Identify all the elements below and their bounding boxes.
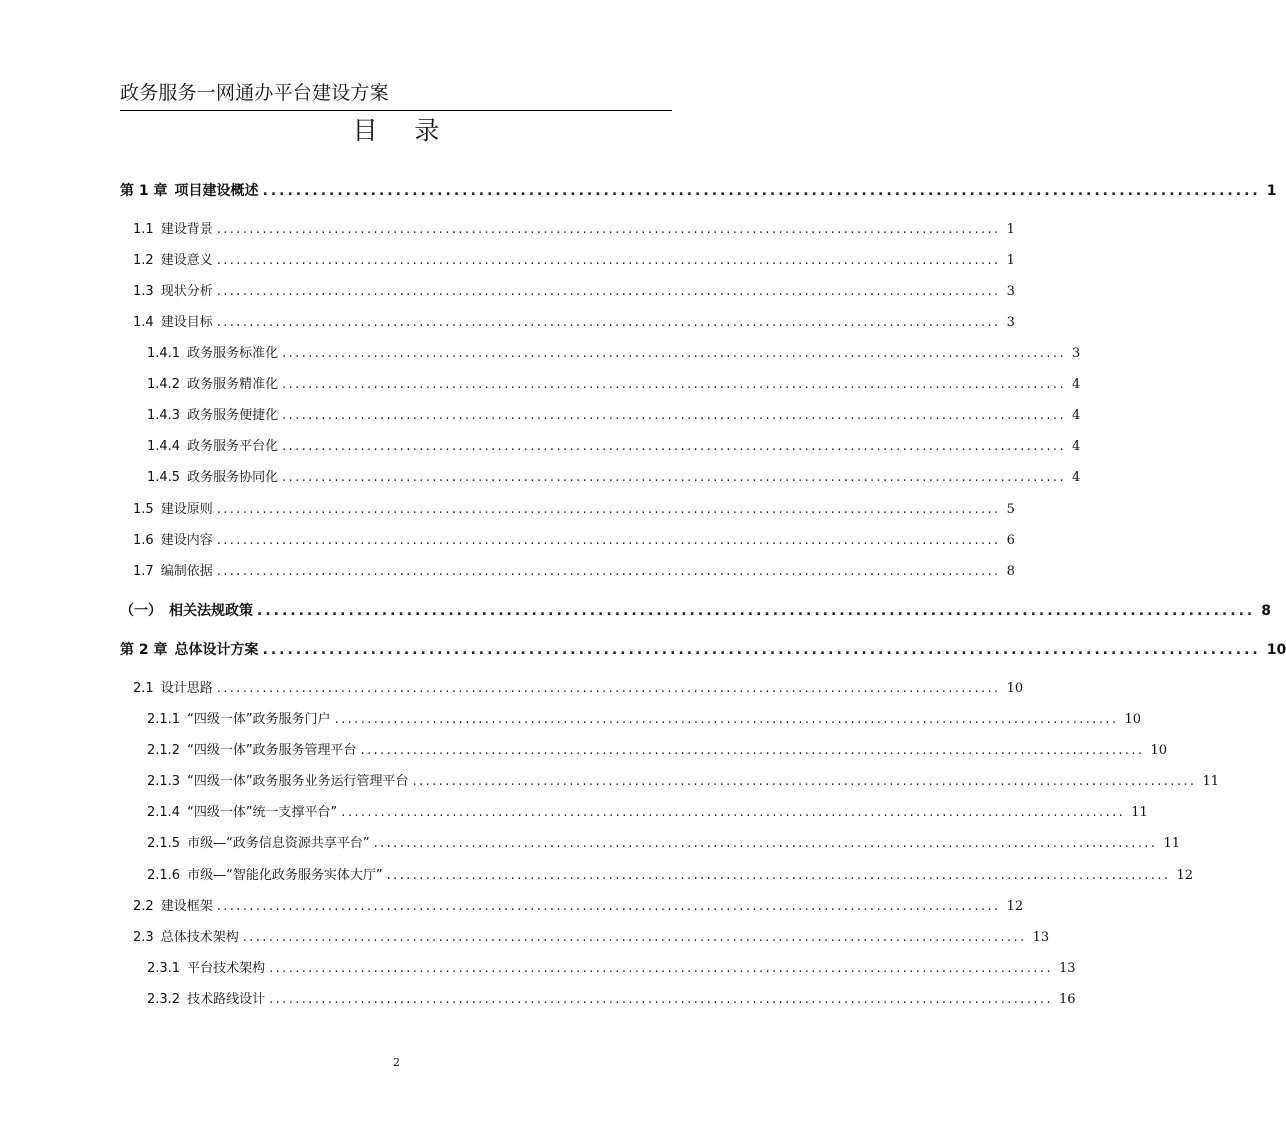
- toc-dot-leader: ........................................................................................................................: [216, 533, 1001, 548]
- toc-entry-page: 13: [1032, 930, 1050, 945]
- toc-entry-page: 4: [1071, 377, 1081, 392]
- toc-entry-page: 1: [1006, 222, 1015, 237]
- toc-dot-leader: ........................................................................................................................: [412, 774, 1197, 789]
- document-title: 政务服务一网通办平台建设方案: [120, 82, 389, 104]
- toc-entry-title: 市级—“智能化政务服务实体大厅”: [187, 868, 383, 883]
- toc-entry[interactable]: [147, 864, 1193, 888]
- toc-entry-number: 2.1.3: [147, 774, 181, 789]
- toc-dot-leader: ........................................................................................................................: [360, 743, 1145, 758]
- toc-entry-title: 编制依据: [160, 564, 213, 579]
- toc-entry-number: 1.4.4: [147, 439, 181, 454]
- toc-entry[interactable]: [147, 957, 1076, 981]
- toc-dot-leader: ........................................................................................................................: [216, 222, 1001, 237]
- toc-heading: 目 录: [352, 116, 441, 145]
- toc-entry-page: 4: [1071, 470, 1081, 485]
- page-number: 2: [393, 1056, 400, 1069]
- toc-entry[interactable]: [147, 435, 1081, 459]
- toc-dot-leader: ........................................................................................................................: [282, 346, 1066, 361]
- toc-entry-page: 10: [1266, 642, 1286, 658]
- toc-entry-number: 2.2: [133, 899, 154, 914]
- toc-entry-title: 总体设计方案: [174, 642, 259, 658]
- toc-entry-title: 政务服务协同化: [187, 470, 279, 485]
- toc-entry[interactable]: [133, 560, 1015, 584]
- toc-entry[interactable]: [133, 280, 1015, 304]
- toc-dot-leader: ........................................................................................................................: [334, 712, 1119, 727]
- toc-entry-number: 1.2: [133, 253, 154, 268]
- toc-entry-page: 1: [1266, 183, 1277, 199]
- toc-entry-page: 10: [1124, 712, 1141, 727]
- toc-entry-title: 总体技术架构: [160, 930, 239, 945]
- toc-entry[interactable]: [147, 342, 1081, 366]
- toc-entry-title: 平台技术架构: [187, 961, 266, 976]
- toc-entry[interactable]: [147, 739, 1167, 763]
- toc-entry-page: 8: [1261, 603, 1271, 619]
- toc-entry-page: 3: [1006, 284, 1015, 299]
- toc-entry-number: 2.1.2: [147, 743, 181, 758]
- toc-entry-title: 政务服务平台化: [187, 439, 279, 454]
- toc-entry-number: 2.3: [133, 930, 154, 945]
- toc-dot-leader: ........................................................................................................................: [262, 183, 1261, 199]
- toc-entry[interactable]: [147, 801, 1148, 825]
- toc-entry-number: 2.3.2: [147, 992, 181, 1007]
- toc-entry-title: 政务服务标准化: [187, 346, 279, 361]
- toc-dot-leader: ........................................................................................................................: [341, 805, 1126, 820]
- toc-entry[interactable]: [133, 926, 1050, 950]
- toc-dot-leader: ........................................................................................................................: [216, 284, 1001, 299]
- toc-entry[interactable]: [147, 832, 1180, 856]
- toc-entry-title: 现状分析: [160, 284, 213, 299]
- toc-entry-page: 16: [1058, 992, 1076, 1007]
- toc-entry-number: 2.1.6: [147, 868, 181, 883]
- toc-dot-leader: ........................................................................................................................: [216, 899, 1001, 914]
- toc-entry-page: 5: [1006, 502, 1015, 517]
- toc-entry-title: 建设目标: [160, 315, 213, 330]
- toc-entry[interactable]: [133, 498, 1015, 522]
- toc-entry-number: 第 1 章: [120, 183, 168, 199]
- toc-entry-number: 2.1.5: [147, 836, 181, 851]
- toc-entry-title: 相关法规政策: [169, 603, 253, 619]
- toc-entry-title: 政务服务便捷化: [187, 408, 279, 423]
- toc-entry-number: 1.4.5: [147, 470, 181, 485]
- toc-dot-leader: ........................................................................................................................: [216, 502, 1001, 517]
- toc-entry-page: 10: [1150, 743, 1167, 758]
- toc-entry-title: 建设背景: [160, 222, 213, 237]
- toc-entry-page: 6: [1006, 533, 1015, 548]
- toc-dot-leader: ........................................................................................................................: [386, 868, 1171, 883]
- toc-entry-number: 2.1.4: [147, 805, 181, 820]
- toc-dot-leader: ........................................................................................................................: [216, 564, 1001, 579]
- toc-dot-leader: ........................................................................................................................: [269, 992, 1053, 1007]
- toc-entry-title: 技术路线设计: [187, 992, 266, 1007]
- toc-entry-title: “四级一体”政务服务业务运行管理平台: [187, 774, 409, 789]
- toc-entry[interactable]: [147, 708, 1141, 732]
- toc-entry-page: 11: [1202, 774, 1219, 789]
- toc-entry[interactable]: [120, 179, 1277, 203]
- toc-entry-page: 12: [1176, 868, 1193, 883]
- toc-entry-number: 第 2 章: [120, 642, 168, 658]
- toc-dot-leader: ........................................................................................................................: [257, 603, 1256, 619]
- toc-dot-leader: ........................................................................................................................: [216, 315, 1001, 330]
- toc-dot-leader: ........................................................................................................................: [282, 377, 1066, 392]
- toc-entry[interactable]: [147, 404, 1081, 428]
- toc-entry-title: 项目建设概述: [174, 183, 259, 199]
- toc-entry-page: 11: [1131, 805, 1148, 820]
- toc-entry-number: 1.1: [133, 222, 154, 237]
- toc-entry-title: 政务服务精准化: [187, 377, 279, 392]
- toc-entry[interactable]: [147, 466, 1081, 490]
- toc-entry-page: 13: [1058, 961, 1076, 976]
- toc-entry-number: 1.4.2: [147, 377, 181, 392]
- toc-entry[interactable]: [120, 599, 1271, 623]
- toc-dot-leader: ........................................................................................................................: [282, 408, 1066, 423]
- toc-entry-number: 1.4.3: [147, 408, 181, 423]
- toc-entry[interactable]: [133, 249, 1015, 273]
- toc-dot-leader: ........................................................................................................................: [269, 961, 1053, 976]
- toc-entry-title: 设计思路: [160, 681, 213, 696]
- toc-entry-title: “四级一体”政务服务管理平台: [187, 743, 357, 758]
- toc-dot-leader: ........................................................................................................................: [282, 439, 1066, 454]
- toc-entry[interactable]: [147, 373, 1081, 397]
- toc-entry-page: 1: [1006, 253, 1015, 268]
- toc-dot-leader: ........................................................................................................................: [242, 930, 1027, 945]
- toc-entry-number: （一）: [120, 603, 162, 619]
- toc-entry-number: 2.1: [133, 681, 154, 696]
- toc-entry-page: 4: [1071, 408, 1081, 423]
- toc-entry-number: 1.7: [133, 564, 154, 579]
- toc-entry-title: “四级一体”统一支撑平台”: [187, 805, 338, 820]
- toc-entry-number: 1.5: [133, 502, 154, 517]
- toc-entry-number: 1.4: [133, 315, 154, 330]
- toc-entry-number: 1.6: [133, 533, 154, 548]
- toc-entry-title: “四级一体”政务服务门户: [187, 712, 331, 727]
- toc-dot-leader: ........................................................................................................................: [216, 681, 1001, 696]
- toc-entry-page: 11: [1163, 836, 1180, 851]
- toc-dot-leader: ........................................................................................................................: [262, 642, 1261, 658]
- toc-entry-title: 市级—“政务信息资源共享平台”: [187, 836, 370, 851]
- toc-entry-page: 10: [1006, 681, 1024, 696]
- toc-entry[interactable]: [147, 988, 1076, 1012]
- toc-entry-number: 2.3.1: [147, 961, 181, 976]
- toc-entry-number: 2.1.1: [147, 712, 181, 727]
- toc-entry-title: 建设内容: [160, 533, 213, 548]
- toc-entry-page: 4: [1071, 439, 1081, 454]
- toc-entry-page: 8: [1006, 564, 1015, 579]
- page-header: [120, 80, 672, 111]
- toc-entry[interactable]: [133, 529, 1015, 553]
- toc-entry[interactable]: [147, 770, 1219, 794]
- toc-entry-page: 3: [1071, 346, 1081, 361]
- toc-dot-leader: ........................................................................................................................: [216, 253, 1001, 268]
- toc-entry[interactable]: [133, 677, 1024, 701]
- toc-entry-number: 1.3: [133, 284, 154, 299]
- toc-entry-page: 3: [1006, 315, 1015, 330]
- toc-entry-page: 12: [1006, 899, 1024, 914]
- toc-entry-title: 建设框架: [160, 899, 213, 914]
- toc-dot-leader: ........................................................................................................................: [373, 836, 1158, 851]
- toc-entry[interactable]: [120, 638, 1286, 662]
- toc-entry[interactable]: [133, 218, 1015, 242]
- toc-entry-number: 1.4.1: [147, 346, 181, 361]
- toc-dot-leader: ........................................................................................................................: [282, 470, 1066, 485]
- toc-entry[interactable]: [133, 895, 1024, 919]
- toc-entry[interactable]: [133, 311, 1015, 335]
- toc-entry-title: 建设意义: [160, 253, 213, 268]
- toc-entry-title: 建设原则: [160, 502, 213, 517]
